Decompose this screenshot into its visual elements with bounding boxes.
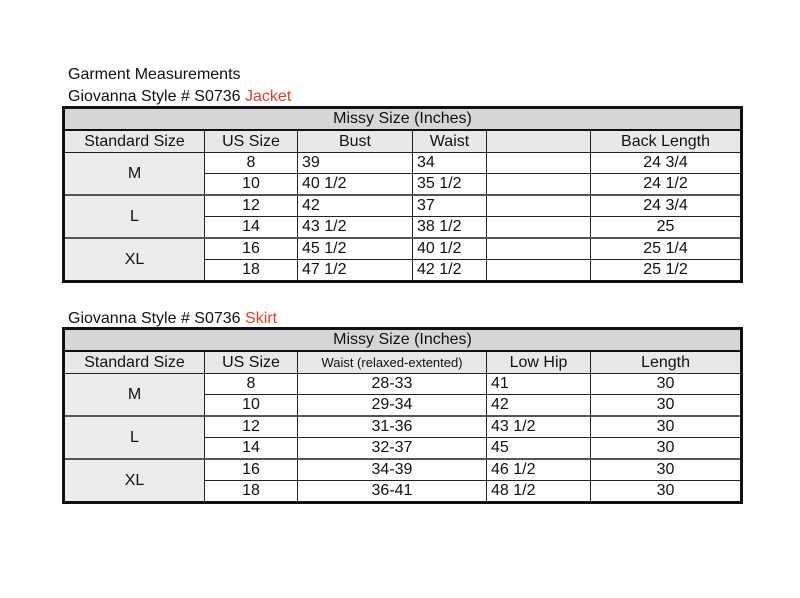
skirt-low-hip: 46 1/2 — [487, 459, 591, 481]
jacket-group-header: Missy Size (Inches) — [64, 108, 742, 131]
skirt-length: 30 — [591, 481, 742, 503]
jacket-waist: 38 1/2 — [413, 217, 487, 239]
skirt-low-hip: 41 — [487, 374, 591, 395]
jacket-us-size: 18 — [205, 260, 298, 282]
jacket-waist: 40 1/2 — [413, 238, 487, 260]
skirt-col-standard-size: Standard Size — [64, 351, 205, 374]
skirt-size-table — [62, 327, 743, 504]
jacket-col-waist: Waist — [413, 130, 487, 153]
skirt-waist: 32-37 — [298, 438, 487, 460]
jacket-waist: 37 — [413, 195, 487, 217]
jacket-us-size: 14 — [205, 217, 298, 239]
table-row — [64, 195, 742, 217]
skirt-standard-size-xl: XL — [64, 459, 205, 503]
skirt-waist: 34-39 — [298, 459, 487, 481]
jacket-waist: 42 1/2 — [413, 260, 487, 282]
jacket-col-bust: Bust — [298, 130, 413, 153]
jacket-size-table — [62, 106, 743, 283]
skirt-standard-size-m: M — [64, 374, 205, 417]
jacket-standard-size-m: M — [64, 153, 205, 196]
jacket-heading — [68, 88, 291, 106]
jacket-blank-cell — [487, 195, 591, 217]
jacket-back-length: 25 — [591, 217, 742, 239]
skirt-heading-garment: Skirt — [245, 310, 278, 327]
jacket-back-length: 25 1/2 — [591, 260, 742, 282]
skirt-col-us-size: US Size — [205, 351, 298, 374]
jacket-col-standard-size: Standard Size — [64, 130, 205, 153]
jacket-col-us-size: US Size — [205, 130, 298, 153]
jacket-blank-cell — [487, 260, 591, 282]
jacket-us-size: 16 — [205, 238, 298, 260]
jacket-us-size: 12 — [205, 195, 298, 217]
table-row — [64, 238, 742, 260]
jacket-bust: 40 1/2 — [298, 174, 413, 196]
jacket-back-length: 24 3/4 — [591, 195, 742, 217]
skirt-us-size: 18 — [205, 481, 298, 503]
table-row — [64, 153, 742, 174]
skirt-us-size: 14 — [205, 438, 298, 460]
jacket-us-size: 8 — [205, 153, 298, 174]
jacket-heading-style: Giovanna Style # S0736 — [68, 88, 241, 105]
skirt-col-waist: Waist (relaxed-extented) — [298, 351, 487, 374]
skirt-us-size: 16 — [205, 459, 298, 481]
skirt-length: 30 — [591, 416, 742, 438]
jacket-blank-cell — [487, 238, 591, 260]
jacket-bust: 47 1/2 — [298, 260, 413, 282]
document-title: Garment Measurements — [68, 66, 241, 83]
jacket-standard-size-xl: XL — [64, 238, 205, 282]
jacket-bust: 42 — [298, 195, 413, 217]
jacket-bust: 45 1/2 — [298, 238, 413, 260]
skirt-low-hip: 42 — [487, 395, 591, 417]
jacket-back-length: 24 1/2 — [591, 174, 742, 196]
skirt-length: 30 — [591, 395, 742, 417]
jacket-bust: 39 — [298, 153, 413, 174]
table-row — [64, 416, 742, 438]
jacket-waist: 34 — [413, 153, 487, 174]
jacket-back-length: 24 3/4 — [591, 153, 742, 174]
skirt-length: 30 — [591, 459, 742, 481]
skirt-length: 30 — [591, 374, 742, 395]
jacket-col-back-length: Back Length — [591, 130, 742, 153]
jacket-blank-cell — [487, 174, 591, 196]
skirt-us-size: 8 — [205, 374, 298, 395]
skirt-low-hip: 45 — [487, 438, 591, 460]
skirt-us-size: 10 — [205, 395, 298, 417]
skirt-heading-style: Giovanna Style # S0736 — [68, 310, 241, 327]
skirt-col-low-hip: Low Hip — [487, 351, 591, 374]
jacket-blank-cell — [487, 217, 591, 239]
jacket-blank-cell — [487, 153, 591, 174]
jacket-us-size: 10 — [205, 174, 298, 196]
jacket-standard-size-l: L — [64, 195, 205, 238]
skirt-low-hip: 43 1/2 — [487, 416, 591, 438]
skirt-heading — [68, 310, 277, 328]
skirt-group-header: Missy Size (Inches) — [64, 329, 742, 352]
skirt-col-length: Length — [591, 351, 742, 374]
skirt-waist: 36-41 — [298, 481, 487, 503]
jacket-heading-garment: Jacket — [245, 88, 292, 105]
table-row — [64, 374, 742, 395]
skirt-us-size: 12 — [205, 416, 298, 438]
jacket-bust: 43 1/2 — [298, 217, 413, 239]
table-row — [64, 459, 742, 481]
skirt-standard-size-l: L — [64, 416, 205, 459]
jacket-back-length: 25 1/4 — [591, 238, 742, 260]
jacket-waist: 35 1/2 — [413, 174, 487, 196]
skirt-waist: 28-33 — [298, 374, 487, 395]
skirt-low-hip: 48 1/2 — [487, 481, 591, 503]
skirt-waist: 31-36 — [298, 416, 487, 438]
jacket-col-blank — [487, 130, 591, 153]
skirt-waist: 29-34 — [298, 395, 487, 417]
skirt-length: 30 — [591, 438, 742, 460]
